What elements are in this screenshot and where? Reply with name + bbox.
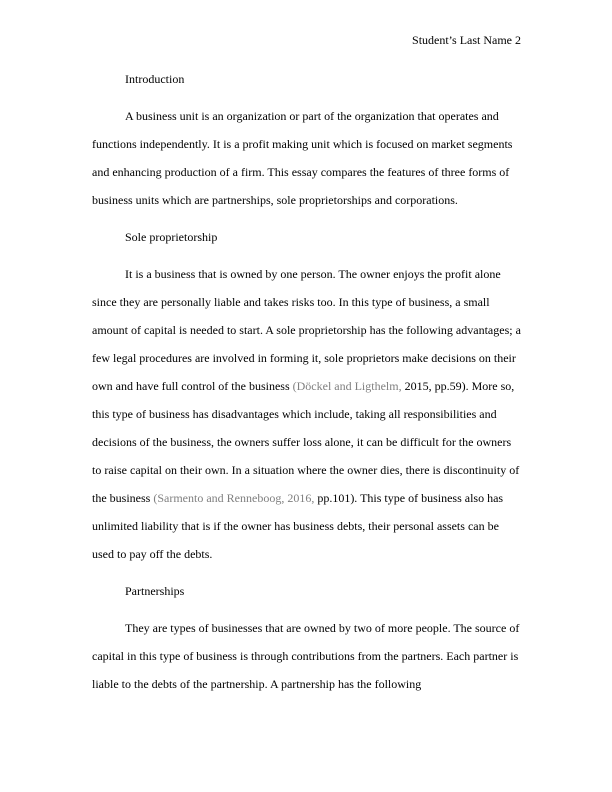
text-run: Sole proprietorship [125, 230, 218, 244]
body-paragraph [92, 102, 521, 214]
text-run: A business unit is an organization or part of the organization that operates and functions independently. It is a profit making unit which is focused on market segments and enhancing production of a firm. This essay compares the features of three forms of business units which are partnerships, sole proprietorships and corporations. [92, 109, 513, 207]
section-heading [92, 223, 521, 251]
section-heading [92, 65, 521, 93]
text-run: 2015, pp.59). More so, this type of business has disadvantages which include, taking all responsibilities and decisions of the business, the owners suffer loss alone, it can be difficult for the owners to raise capital on their own. In a situation where the owner dies, there is discontinuity of the business [92, 379, 520, 505]
document-body [92, 65, 521, 698]
text-run: Partnerships [125, 584, 185, 598]
text-run: They are types of businesses that are owned by two of more people. The source of capital in this type of business is through contributions from the partners. Each partner is liable to the debts of the partnership. A partnership has the following [92, 621, 520, 691]
section-heading [92, 577, 521, 605]
citation-text: (Sarmento and Renneboog, 2016, [153, 491, 315, 505]
text-run: Introduction [125, 72, 185, 86]
running-header-text: Student’s Last Name 2 [412, 33, 521, 47]
body-paragraph [92, 260, 521, 568]
citation-text: (Döckel and Ligthelm, [292, 379, 402, 393]
running-header [92, 33, 521, 47]
text-run: pp.101). This type of business also has unlimited liability that is if the owner has business debts, their personal assets can be used to pay off the debts. [92, 491, 504, 561]
body-paragraph [92, 614, 521, 698]
text-run: It is a business that is owned by one person. The owner enjoys the profit alone since they are personally liable and takes risks too. In this type of business, a small amount of capital is needed to start. A sole proprietorship has the following advantages; a few legal procedures are involved in forming it, sole proprietors make decisions on their own and have full control of the business [92, 267, 521, 393]
